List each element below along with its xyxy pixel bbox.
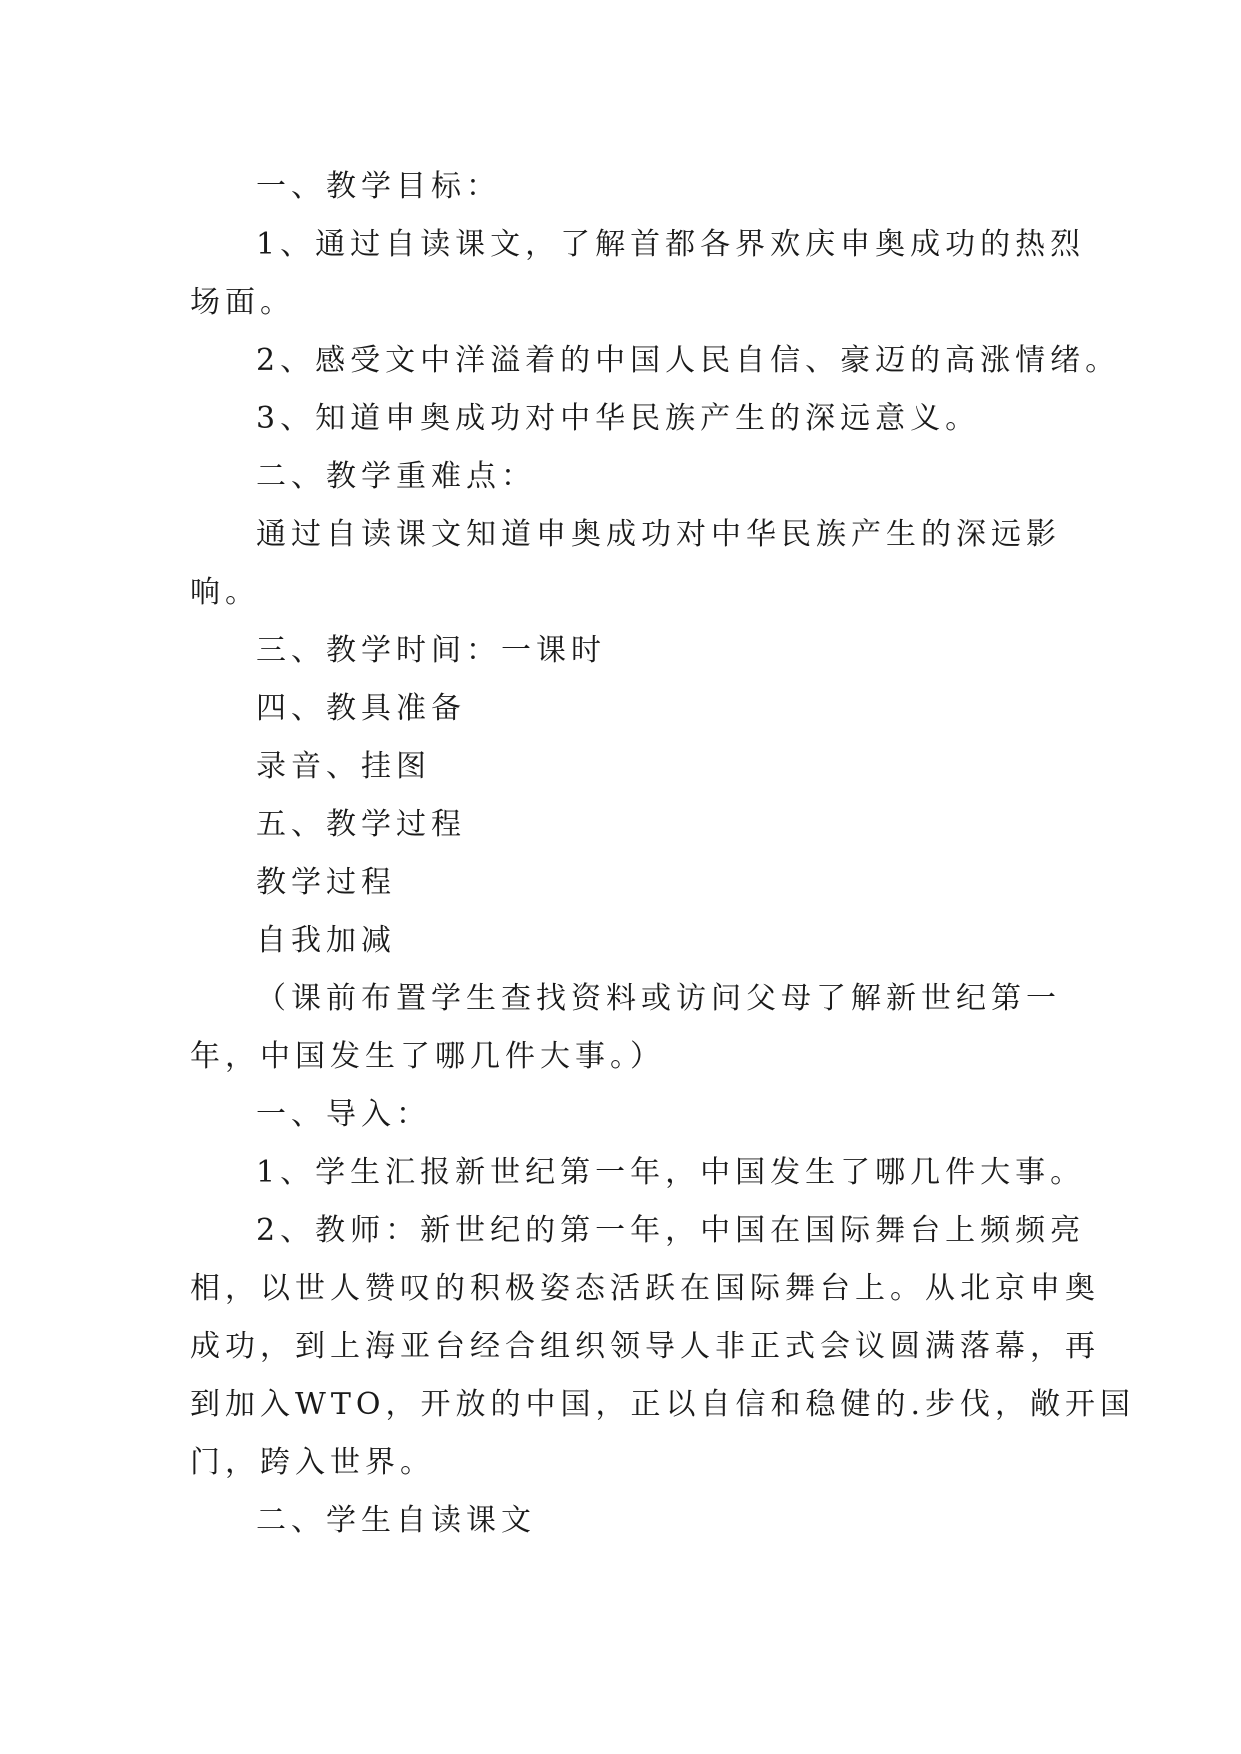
text-line: 录音、挂图 <box>256 749 431 784</box>
text-line: 1、学生汇报新世纪第一年，中国发生了哪几件大事。 <box>256 1155 1086 1190</box>
text-line: 场面。 <box>190 285 295 320</box>
text-line: 响。 <box>190 575 260 610</box>
text-line: 2、教师：新世纪的第一年，中国在国际舞台上频频亮 <box>256 1213 1086 1248</box>
text-line: 三、教学时间：一课时 <box>256 633 606 668</box>
text-line: 3、知道申奥成功对中华民族产生的深远意义。 <box>256 401 981 436</box>
text-line: 一、导入： <box>256 1097 431 1132</box>
document-body <box>190 158 1135 1550</box>
text-line: （课前布置学生查找资料或访问父母了解新世纪第一 <box>256 981 1061 1016</box>
text-line: 2、感受文中洋溢着的中国人民自信、豪迈的高涨情绪。 <box>256 343 1121 378</box>
text-line: 教学过程 <box>256 865 396 900</box>
text-line: 相，以世人赞叹的积极姿态活跃在国际舞台上。从北京申奥 <box>190 1271 1100 1306</box>
text-line: 门，跨入世界。 <box>190 1445 435 1480</box>
text-line: 年，中国发生了哪几件大事。） <box>190 1039 665 1074</box>
text-line: 二、学生自读课文 <box>256 1503 536 1538</box>
text-line: 通过自读课文知道申奥成功对中华民族产生的深远影 <box>256 517 1061 552</box>
text-line: 1、通过自读课文，了解首都各界欢庆申奥成功的热烈 <box>256 227 1086 262</box>
text-line: 四、教具准备 <box>256 691 466 726</box>
text-line: 成功，到上海亚台经合组织领导人非正式会议圆满落幕，再 <box>190 1329 1100 1364</box>
text-line: 五、教学过程 <box>256 807 466 842</box>
text-line: 到加入WTO，开放的中国，正以自信和稳健的.步伐，敞开国 <box>190 1387 1135 1422</box>
text-line: 二、教学重难点： <box>256 459 536 494</box>
text-line: 自我加减 <box>256 923 396 958</box>
text-line: 一、教学目标： <box>256 169 501 204</box>
